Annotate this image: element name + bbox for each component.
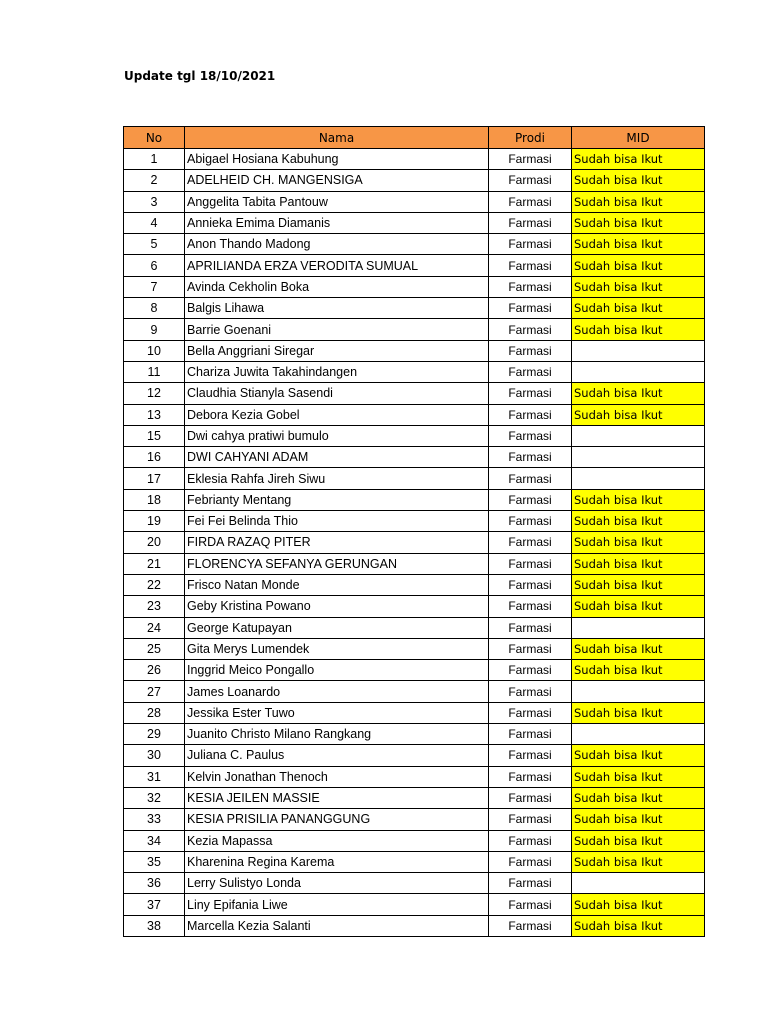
cell-prodi: Farmasi	[489, 234, 572, 255]
cell-nama: Eklesia Rahfa Jireh Siwu	[185, 468, 489, 489]
cell-prodi: Farmasi	[489, 787, 572, 808]
table-row	[124, 532, 705, 553]
cell-no: 34	[124, 830, 185, 851]
cell-mid: Sudah bisa Ikut	[572, 170, 705, 191]
cell-prodi: Farmasi	[489, 361, 572, 382]
cell-prodi: Farmasi	[489, 170, 572, 191]
cell-mid: Sudah bisa Ikut	[572, 234, 705, 255]
cell-mid	[572, 361, 705, 382]
cell-no: 25	[124, 638, 185, 659]
table-row	[124, 298, 705, 319]
cell-no: 37	[124, 894, 185, 915]
cell-nama: Inggrid Meico Pongallo	[185, 660, 489, 681]
cell-prodi: Farmasi	[489, 532, 572, 553]
cell-no: 19	[124, 511, 185, 532]
header-mid: MID	[572, 127, 705, 149]
cell-prodi: Farmasi	[489, 766, 572, 787]
cell-nama: FLORENCYA SEFANYA GERUNGAN	[185, 553, 489, 574]
cell-mid	[572, 468, 705, 489]
cell-prodi: Farmasi	[489, 809, 572, 830]
table-row	[124, 511, 705, 532]
cell-prodi: Farmasi	[489, 724, 572, 745]
cell-prodi: Farmasi	[489, 915, 572, 936]
table-row	[124, 894, 705, 915]
table-row	[124, 191, 705, 212]
cell-prodi: Farmasi	[489, 276, 572, 297]
cell-nama: FIRDA RAZAQ PITER	[185, 532, 489, 553]
cell-prodi: Farmasi	[489, 617, 572, 638]
cell-no: 7	[124, 276, 185, 297]
cell-prodi: Farmasi	[489, 745, 572, 766]
cell-nama: Anggelita Tabita Pantouw	[185, 191, 489, 212]
cell-mid: Sudah bisa Ikut	[572, 745, 705, 766]
table-row	[124, 340, 705, 361]
table-row	[124, 851, 705, 872]
cell-no: 3	[124, 191, 185, 212]
cell-mid: Sudah bisa Ikut	[572, 255, 705, 276]
cell-prodi: Farmasi	[489, 404, 572, 425]
cell-no: 17	[124, 468, 185, 489]
cell-mid	[572, 340, 705, 361]
cell-nama: Gita Merys Lumendek	[185, 638, 489, 659]
cell-prodi: Farmasi	[489, 489, 572, 510]
cell-mid: Sudah bisa Ikut	[572, 660, 705, 681]
cell-mid: Sudah bisa Ikut	[572, 596, 705, 617]
table-row	[124, 489, 705, 510]
table-row	[124, 276, 705, 297]
cell-no: 9	[124, 319, 185, 340]
cell-mid: Sudah bisa Ikut	[572, 511, 705, 532]
cell-prodi: Farmasi	[489, 894, 572, 915]
cell-prodi: Farmasi	[489, 468, 572, 489]
cell-no: 23	[124, 596, 185, 617]
cell-mid: Sudah bisa Ikut	[572, 702, 705, 723]
cell-mid	[572, 681, 705, 702]
cell-no: 30	[124, 745, 185, 766]
cell-prodi: Farmasi	[489, 851, 572, 872]
cell-nama: DWI CAHYANI ADAM	[185, 447, 489, 468]
cell-nama: Marcella Kezia Salanti	[185, 915, 489, 936]
cell-nama: Dwi cahya pratiwi bumulo	[185, 425, 489, 446]
cell-nama: Febrianty Mentang	[185, 489, 489, 510]
cell-nama: Claudhia Stianyla Sasendi	[185, 383, 489, 404]
table-row	[124, 596, 705, 617]
cell-no: 28	[124, 702, 185, 723]
cell-nama: KESIA JEILEN MASSIE	[185, 787, 489, 808]
cell-no: 10	[124, 340, 185, 361]
cell-mid: Sudah bisa Ikut	[572, 638, 705, 659]
table-row	[124, 468, 705, 489]
table-row	[124, 681, 705, 702]
cell-nama: ADELHEID CH. MANGENSIGA	[185, 170, 489, 191]
cell-mid: Sudah bisa Ikut	[572, 915, 705, 936]
cell-prodi: Farmasi	[489, 553, 572, 574]
table-row	[124, 766, 705, 787]
table-row	[124, 212, 705, 233]
cell-prodi: Farmasi	[489, 638, 572, 659]
cell-no: 16	[124, 447, 185, 468]
cell-no: 5	[124, 234, 185, 255]
cell-prodi: Farmasi	[489, 574, 572, 595]
table-row	[124, 787, 705, 808]
cell-prodi: Farmasi	[489, 383, 572, 404]
cell-mid: Sudah bisa Ikut	[572, 276, 705, 297]
cell-nama: Chariza Juwita Takahindangen	[185, 361, 489, 382]
cell-nama: Liny Epifania Liwe	[185, 894, 489, 915]
cell-mid: Sudah bisa Ikut	[572, 191, 705, 212]
table-row	[124, 319, 705, 340]
table-row	[124, 149, 705, 170]
cell-mid: Sudah bisa Ikut	[572, 298, 705, 319]
cell-mid: Sudah bisa Ikut	[572, 553, 705, 574]
cell-mid: Sudah bisa Ikut	[572, 809, 705, 830]
table-row	[124, 660, 705, 681]
cell-no: 12	[124, 383, 185, 404]
cell-no: 24	[124, 617, 185, 638]
table-row	[124, 617, 705, 638]
cell-prodi: Farmasi	[489, 340, 572, 361]
cell-nama: Juanito Christo Milano Rangkang	[185, 724, 489, 745]
header-prodi: Prodi	[489, 127, 572, 149]
cell-nama: Kelvin Jonathan Thenoch	[185, 766, 489, 787]
cell-no: 1	[124, 149, 185, 170]
table-row	[124, 724, 705, 745]
cell-nama: Frisco Natan Monde	[185, 574, 489, 595]
cell-nama: Annieka Emima Diamanis	[185, 212, 489, 233]
cell-nama: Anon Thando Madong	[185, 234, 489, 255]
cell-nama: Bella Anggriani Siregar	[185, 340, 489, 361]
cell-no: 27	[124, 681, 185, 702]
table-row	[124, 383, 705, 404]
cell-nama: Abigael Hosiana Kabuhung	[185, 149, 489, 170]
cell-no: 13	[124, 404, 185, 425]
cell-nama: APRILIANDA ERZA VERODITA SUMUAL	[185, 255, 489, 276]
cell-mid: Sudah bisa Ikut	[572, 489, 705, 510]
cell-no: 2	[124, 170, 185, 191]
cell-mid: Sudah bisa Ikut	[572, 319, 705, 340]
cell-nama: KESIA PRISILIA PANANGGUNG	[185, 809, 489, 830]
cell-mid: Sudah bisa Ikut	[572, 574, 705, 595]
cell-mid: Sudah bisa Ikut	[572, 851, 705, 872]
cell-no: 8	[124, 298, 185, 319]
cell-nama: Kezia Mapassa	[185, 830, 489, 851]
cell-no: 15	[124, 425, 185, 446]
cell-nama: Kharenina Regina Karema	[185, 851, 489, 872]
cell-prodi: Farmasi	[489, 873, 572, 894]
cell-no: 33	[124, 809, 185, 830]
cell-no: 21	[124, 553, 185, 574]
cell-no: 11	[124, 361, 185, 382]
table-row	[124, 574, 705, 595]
table-row	[124, 361, 705, 382]
cell-no: 18	[124, 489, 185, 510]
cell-mid: Sudah bisa Ikut	[572, 149, 705, 170]
cell-mid	[572, 447, 705, 468]
cell-mid: Sudah bisa Ikut	[572, 830, 705, 851]
cell-prodi: Farmasi	[489, 298, 572, 319]
cell-prodi: Farmasi	[489, 149, 572, 170]
cell-nama: Fei Fei Belinda Thio	[185, 511, 489, 532]
table-row	[124, 809, 705, 830]
cell-prodi: Farmasi	[489, 702, 572, 723]
cell-nama: Juliana C. Paulus	[185, 745, 489, 766]
cell-mid: Sudah bisa Ikut	[572, 532, 705, 553]
cell-mid: Sudah bisa Ikut	[572, 383, 705, 404]
table-row	[124, 255, 705, 276]
cell-no: 35	[124, 851, 185, 872]
cell-no: 6	[124, 255, 185, 276]
page-title: Update tgl 18/10/2021	[124, 69, 276, 83]
cell-mid	[572, 617, 705, 638]
cell-no: 4	[124, 212, 185, 233]
cell-prodi: Farmasi	[489, 425, 572, 446]
cell-prodi: Farmasi	[489, 660, 572, 681]
cell-nama: George Katupayan	[185, 617, 489, 638]
table-row	[124, 234, 705, 255]
cell-prodi: Farmasi	[489, 511, 572, 532]
cell-nama: Geby Kristina Powano	[185, 596, 489, 617]
cell-mid: Sudah bisa Ikut	[572, 212, 705, 233]
cell-nama: Debora Kezia Gobel	[185, 404, 489, 425]
cell-nama: Lerry Sulistyo Londa	[185, 873, 489, 894]
cell-nama: Jessika Ester Tuwo	[185, 702, 489, 723]
table-row	[124, 915, 705, 936]
cell-prodi: Farmasi	[489, 255, 572, 276]
cell-mid	[572, 425, 705, 446]
cell-nama: Barrie Goenani	[185, 319, 489, 340]
header-no: No	[124, 127, 185, 149]
table-row	[124, 873, 705, 894]
table-header	[124, 127, 705, 149]
cell-no: 22	[124, 574, 185, 595]
cell-no: 26	[124, 660, 185, 681]
cell-prodi: Farmasi	[489, 447, 572, 468]
cell-mid	[572, 724, 705, 745]
table-row	[124, 553, 705, 574]
cell-prodi: Farmasi	[489, 191, 572, 212]
table-row	[124, 638, 705, 659]
cell-prodi: Farmasi	[489, 212, 572, 233]
cell-no: 32	[124, 787, 185, 808]
cell-nama: Avinda Cekholin Boka	[185, 276, 489, 297]
table-row	[124, 745, 705, 766]
cell-no: 20	[124, 532, 185, 553]
cell-no: 36	[124, 873, 185, 894]
table-row	[124, 447, 705, 468]
table-body	[124, 149, 705, 937]
cell-nama: James Loanardo	[185, 681, 489, 702]
cell-prodi: Farmasi	[489, 319, 572, 340]
student-table	[123, 126, 705, 937]
cell-no: 38	[124, 915, 185, 936]
cell-no: 31	[124, 766, 185, 787]
cell-nama: Balgis Lihawa	[185, 298, 489, 319]
cell-mid	[572, 873, 705, 894]
cell-no: 29	[124, 724, 185, 745]
header-row	[124, 127, 705, 149]
table-row	[124, 404, 705, 425]
table-row	[124, 702, 705, 723]
cell-mid: Sudah bisa Ikut	[572, 787, 705, 808]
cell-prodi: Farmasi	[489, 596, 572, 617]
table-row	[124, 830, 705, 851]
cell-mid: Sudah bisa Ikut	[572, 766, 705, 787]
cell-prodi: Farmasi	[489, 681, 572, 702]
table-row	[124, 170, 705, 191]
header-nama: Nama	[185, 127, 489, 149]
table-row	[124, 425, 705, 446]
cell-mid: Sudah bisa Ikut	[572, 404, 705, 425]
cell-prodi: Farmasi	[489, 830, 572, 851]
cell-mid: Sudah bisa Ikut	[572, 894, 705, 915]
